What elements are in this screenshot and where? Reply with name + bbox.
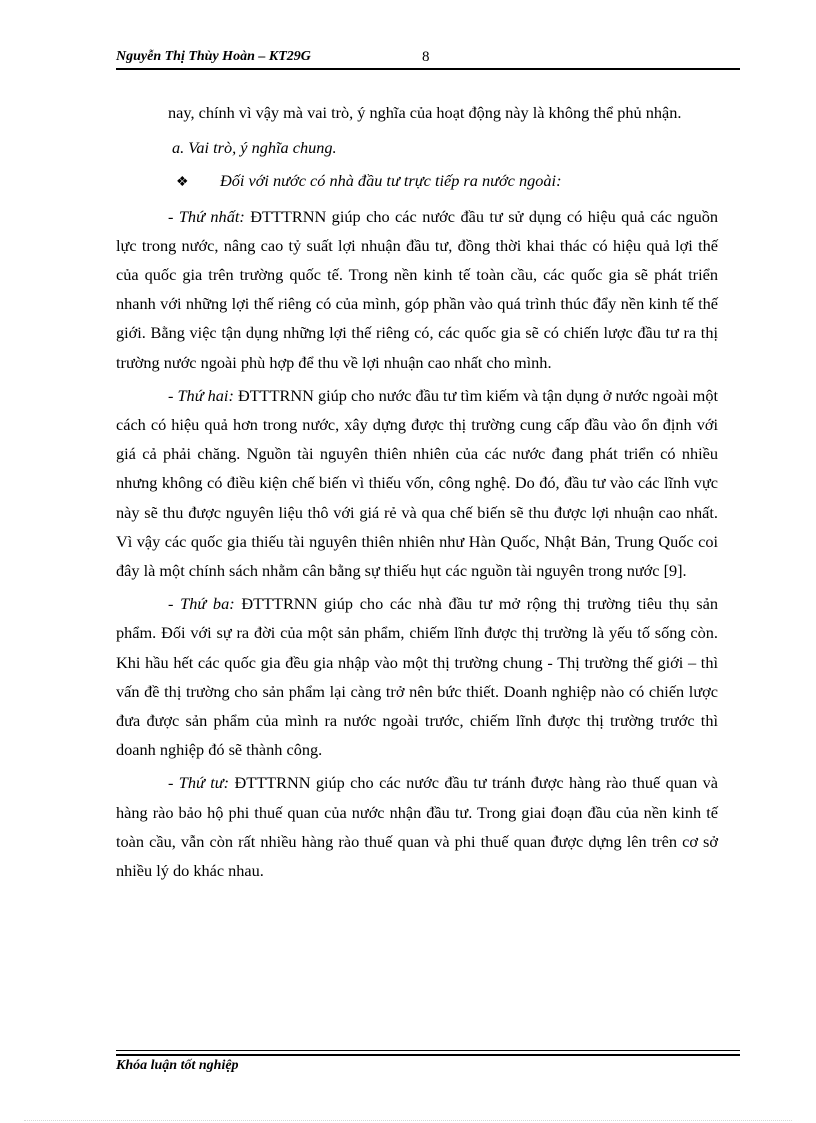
page-footer: Khóa luận tốt nghiệp [116,1058,239,1073]
paragraph-fourth [116,768,718,885]
paragraph-first-lead: - Thứ nhất: [168,206,245,226]
header-divider [116,68,740,70]
page-number: 8 [422,49,430,65]
header-author: Nguyễn Thị Thùy Hoàn – KT29G [116,49,311,64]
paragraph-third [116,589,718,764]
paragraph-second-lead: - Thứ hai: [168,385,234,405]
diamond-bullet-icon: ❖ [176,175,189,191]
page-edge-line [24,1120,792,1121]
footer-divider-thin [116,1050,740,1051]
document-body [116,98,718,889]
footer-divider-thick [116,1054,740,1056]
bullet-heading-text: Đối với nước có nhà đầu tư trực tiếp ra nước ngoài: [220,171,562,191]
bullet-heading [116,166,718,197]
paragraph-first [116,202,718,377]
intro-paragraph: nay, chính vì vậy mà vai trò, ý nghĩa của hoạt động này là không thể phủ nhận. [168,103,682,122]
paragraph-second [116,381,718,585]
paragraph-fourth-lead: - Thứ tư: [168,773,230,793]
paragraph-third-text: ĐTTTRNN giúp cho các nhà đầu tư mở rộng thị trường tiêu thụ sản phẩm. Đối với sự ra đời của một sản phẩm, chiếm lĩnh được thị trường là yếu tố sống còn. Khi hầu hết các quốc gia đều gia nhập vào một thị trường chung - Thị trường thế giới – thì vấn đề thị trường cho sản phẩm lại càng trở nên bức thiết. Doanh nghiệp nào có chiến lược đưa được sản phẩm của mình ra nước ngoài trước, chiếm lĩnh được thị trường trước thì doanh nghiệp đó sẽ thành công. [116,594,718,760]
paragraph-first-text: ĐTTTRNN giúp cho các nước đầu tư sử dụng có hiệu quả các nguồn lực trong nước, nâng cao tỷ suất lợi nhuận đầu tư, đồng thời khai thác có hiệu quả lợi thế của quốc gia trên trường quốc tế. Trong nền kinh tế toàn cầu, các quốc gia sẽ phát triển nhanh với những lợi thế riêng có của mình, góp phần vào quá trình thúc đẩy nền kinh tế thế giới. Bằng việc tận dụng những lợi thế riêng có, các quốc gia sẽ có chiến lược đầu tư ra thị trường nước ngoài phù hợp để thu về lợi nhuận cao nhất cho mình. [116,206,718,372]
paragraph-second-text: ĐTTTRNN giúp cho nước đầu tư tìm kiếm và tận dụng ở nước ngoài một cách có hiệu quả hơn trong nước, xây dựng được thị trường cung cấp đầu vào ổn định với giá cả phải chăng. Nguồn tài nguyên thiên nhiên của các nước đang phát triển có nhiều nhưng không có điều kiện chế biến vì thiếu vốn, công nghệ. Do đó, đầu tư vào các lĩnh vực này sẽ thu được nguyên liệu thô với giá rẻ và qua chế biến sẽ thu được lợi nhuận cao nhất. Vì vậy các quốc gia thiếu tài nguyên thiên nhiên như Hàn Quốc, Nhật Bản, Trung Quốc coi đây là một chính sách nhằm cân bằng sự thiếu hụt các nguồn tài nguyên trong nước [9]. [116,385,719,581]
paragraph-third-lead: - Thứ ba: [168,594,235,614]
section-heading: a. Vai trò, ý nghĩa chung. [172,138,337,158]
paragraph-fourth-text: ĐTTTRNN giúp cho các nước đầu tư tránh được hàng rào thuế quan và hàng rào bảo hộ phi thuế quan của nước nhận đầu tư. Trong giai đoạn đầu của nền kinh tế toàn cầu, vẫn còn rất nhiều hàng rào thuế quan và phi thuế quan được dựng lên trên cơ sở nhiều lý do khác nhau. [116,773,719,881]
